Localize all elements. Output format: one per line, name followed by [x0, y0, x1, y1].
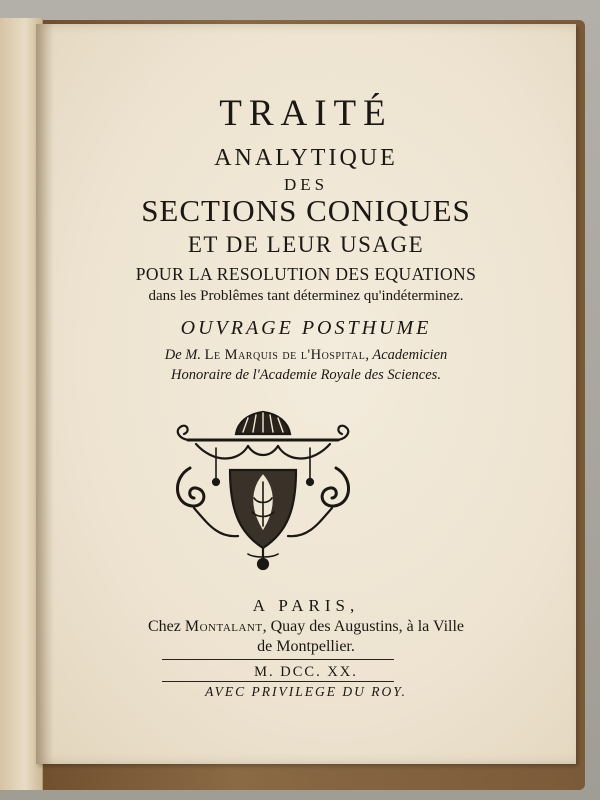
imprint-address: , Quay des Augustins, à la Ville: [262, 618, 464, 635]
title-line-usage: ET DE LEUR USAGE: [187, 232, 425, 257]
author-suffix: , Academicien: [365, 347, 448, 363]
imprint-publisher: Montalant: [184, 618, 263, 635]
imprint-line: [36, 618, 576, 636]
author-prefix: De M.: [164, 347, 201, 363]
title-line-sections-coniques: SECTIONS CONIQUES: [141, 193, 471, 228]
woodcut-vignette-ornament: [168, 408, 358, 573]
title-line-analytique: ANALYTIQUE: [214, 145, 398, 171]
imprint-chez: Chez: [148, 618, 185, 635]
subtitle-ouvrage-posthume: OUVRAGE POSTHUME: [180, 317, 432, 339]
privilege-line: AVEC PRIVILEGE DU ROY.: [205, 684, 407, 699]
title-line-traite: TRAITÉ: [219, 93, 393, 134]
title-line-des: DES: [283, 175, 329, 194]
imprint-city: A PARIS,: [252, 596, 360, 615]
title-line-resolution: POUR LA RESOLUTION DES EQUATIONS: [135, 264, 477, 284]
author-line-2: Honoraire de l'Academie Royale des Sciences.: [171, 367, 441, 383]
title-line-problemes: dans les Problêmes tant déterminez qu'indéterminez.: [148, 288, 464, 304]
date-rule-top: [162, 659, 394, 660]
author-name: Le Marquis de l'Hospital: [204, 347, 366, 363]
date-rule-bottom: [162, 681, 394, 682]
author-line: [36, 347, 576, 364]
imprint-line-2: de Montpellier.: [257, 638, 355, 655]
publication-date: M. DCC. XX.: [254, 664, 358, 680]
